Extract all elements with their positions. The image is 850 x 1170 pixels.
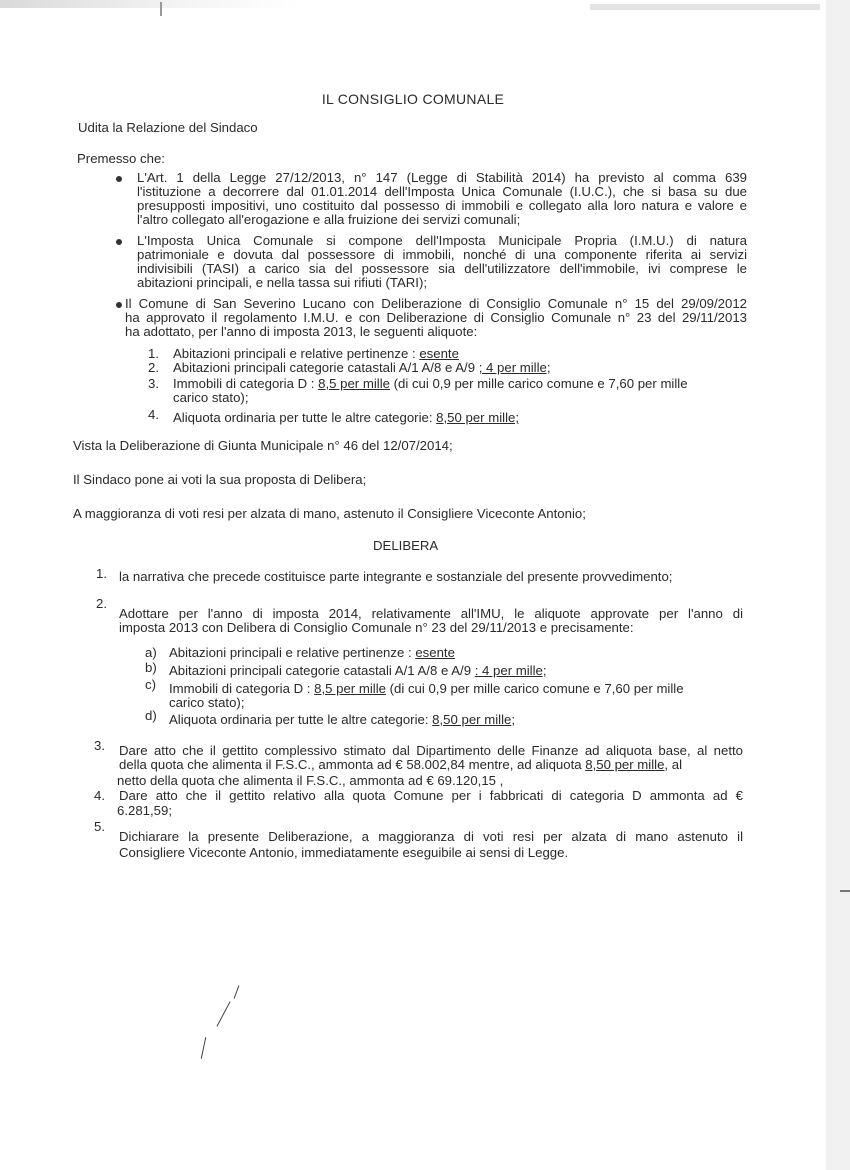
- bullet-1-line: presupposti impositivi, uno costituito dal possesso di immobili e collegato alla loro natura e valore e: [137, 198, 747, 213]
- delibera-point-3: netto della quota che alimenta il F.S.C., ammonta ad € 69.120,15 ,: [117, 773, 504, 788]
- delibera-heading: DELIBERA: [373, 538, 439, 553]
- list-number: 4.: [148, 407, 159, 422]
- list-number: 3.: [94, 738, 105, 753]
- premesso-label: Premesso che:: [77, 151, 165, 166]
- bullet-3-line: ha approvato il regolamento I.M.U. e con Deliberazione di Consiglio Comunale n° 23 del 29/11/2013: [125, 310, 747, 325]
- handwritten-mark: [201, 1037, 207, 1059]
- list-letter: b): [145, 660, 157, 675]
- scan-artifact: [0, 0, 300, 8]
- aliquota-item-continued: carico stato);: [173, 390, 249, 405]
- list-letter: c): [145, 677, 156, 692]
- delibera-point-4: 6.281,59;: [117, 803, 172, 818]
- bullet-2-line: patrimoniale e dovuta dal possessore di immobili, nonché di una componente riferita ai servizi: [137, 247, 747, 262]
- list-number: 1.: [96, 566, 107, 581]
- aliquota-item: Immobili di categoria D : 8,5 per mille (di cui 0,9 per mille carico comune e 7,60 per mille: [173, 376, 688, 391]
- bullet-icon: [116, 302, 122, 308]
- aliquota-item: Aliquota ordinaria per tutte le altre categorie: 8,50 per mille;: [173, 410, 519, 425]
- delibera-point-2: imposta 2013 con Delibera di Consiglio Comunale n° 23 del 29/11/2013 e precisamente:: [119, 620, 634, 635]
- aliquota-item: Immobili di categoria D : 8,5 per mille (di cui 0,9 per mille carico comune e 7,60 per mille: [169, 681, 684, 696]
- bullet-2-line: L'Imposta Unica Comunale si compone dell'Imposta Municipale Propria (I.M.U.) di natura: [137, 233, 747, 248]
- aliquota-item: Abitazioni principali categorie catastali A/1 A/8 e A/9 ; 4 per mille;: [173, 360, 551, 375]
- delibera-point-4: Dare atto che il gettito relativo alla quota Comune per i fabbricati di categoria D ammonta ad €: [119, 788, 743, 803]
- scan-artifact: [160, 2, 162, 16]
- list-number: 2.: [96, 596, 107, 611]
- delibera-point-3: della quota che alimenta il F.S.C., ammonta ad € 58.002,84 mentre, ad aliquota 8,50 per mille, al: [119, 757, 683, 772]
- scan-edge: [826, 0, 850, 1170]
- list-number: 2.: [148, 360, 159, 375]
- delibera-point-2: Adottare per l'anno di imposta 2014, relativamente all'IMU, le aliquote approvate per l'anno di: [119, 606, 743, 621]
- bullet-1-line: L'Art. 1 della Legge 27/12/2013, n° 147 (Legge di Stabilità 2014) ha previsto al comma 639: [137, 170, 747, 185]
- list-number: 4.: [94, 788, 105, 803]
- bullet-icon: [116, 176, 122, 182]
- aliquota-item: Abitazioni principali e relative pertinenze : esente: [169, 645, 455, 660]
- aliquota-item: Aliquota ordinaria per tutte le altre categorie: 8,50 per mille;: [169, 712, 516, 727]
- list-letter: d): [145, 708, 157, 723]
- list-letter: a): [145, 645, 157, 660]
- list-number: 3.: [148, 376, 159, 391]
- intro-text: Udita la Relazione del Sindaco: [78, 120, 258, 135]
- bullet-3-line: Il Comune di San Severino Lucano con Deliberazione di Consiglio Comunale n° 15 del 29/09/2012: [125, 296, 747, 311]
- maggioranza-text: A maggioranza di voti resi per alzata di mano, astenuto il Consigliere Viceconte Antonio;: [73, 506, 586, 521]
- bullet-2-line: abitazioni principali, e nella tassa sui rifiuti (TARI);: [137, 275, 427, 290]
- bullet-1-line: l'altro collegato all'erogazione e alla fruizione dei servizi comunali;: [137, 212, 521, 227]
- document-title: IL CONSIGLIO COMUNALE: [321, 91, 505, 107]
- sindaco-text: Il Sindaco pone ai voti la sua proposta di Delibera;: [73, 472, 367, 487]
- bullet-icon: [116, 239, 122, 245]
- bullet-1-line: l'istituzione a decorrere dal 01.01.2014 dell'Imposta Unica Comunale (I.U.C.), che si basa su due: [137, 184, 747, 199]
- delibera-point-1: la narrativa che precede costituisce parte integrante e sostanziale del presente provvedimento;: [119, 569, 673, 584]
- handwritten-mark: [234, 985, 240, 998]
- aliquota-item: Abitazioni principali categorie catastali A/1 A/8 e A/9 : 4 per mille;: [169, 663, 547, 678]
- delibera-point-5: Consigliere Viceconte Antonio, immediatamente eseguibile ai sensi di Legge.: [119, 845, 569, 860]
- aliquota-item-continued: carico stato);: [169, 695, 245, 710]
- list-number: 5.: [94, 819, 105, 834]
- bullet-3-line: ha adottato, per l'anno di imposta 2013, le seguenti aliquote:: [125, 324, 478, 339]
- handwritten-mark: [216, 1001, 230, 1026]
- delibera-point-5: Dichiarare la presente Deliberazione, a maggioranza di voti resi per alzata di mano astenuto il: [119, 829, 743, 844]
- delibera-point-3: Dare atto che il gettito complessivo stimato dal Dipartimento delle Finanze ad aliquota base, al netto: [119, 743, 743, 758]
- scan-artifact: [590, 4, 820, 10]
- list-number: 1.: [148, 346, 159, 361]
- aliquota-item: Abitazioni principali e relative pertinenze : esente: [173, 346, 459, 361]
- vista-text: Vista la Deliberazione di Giunta Municipale n° 46 del 12/07/2014;: [73, 438, 453, 453]
- bullet-2-line: indivisibili (TASI) a carico sia del possessore sia dell'utilizzatore dell'immobile, ivi comprese le: [137, 261, 747, 276]
